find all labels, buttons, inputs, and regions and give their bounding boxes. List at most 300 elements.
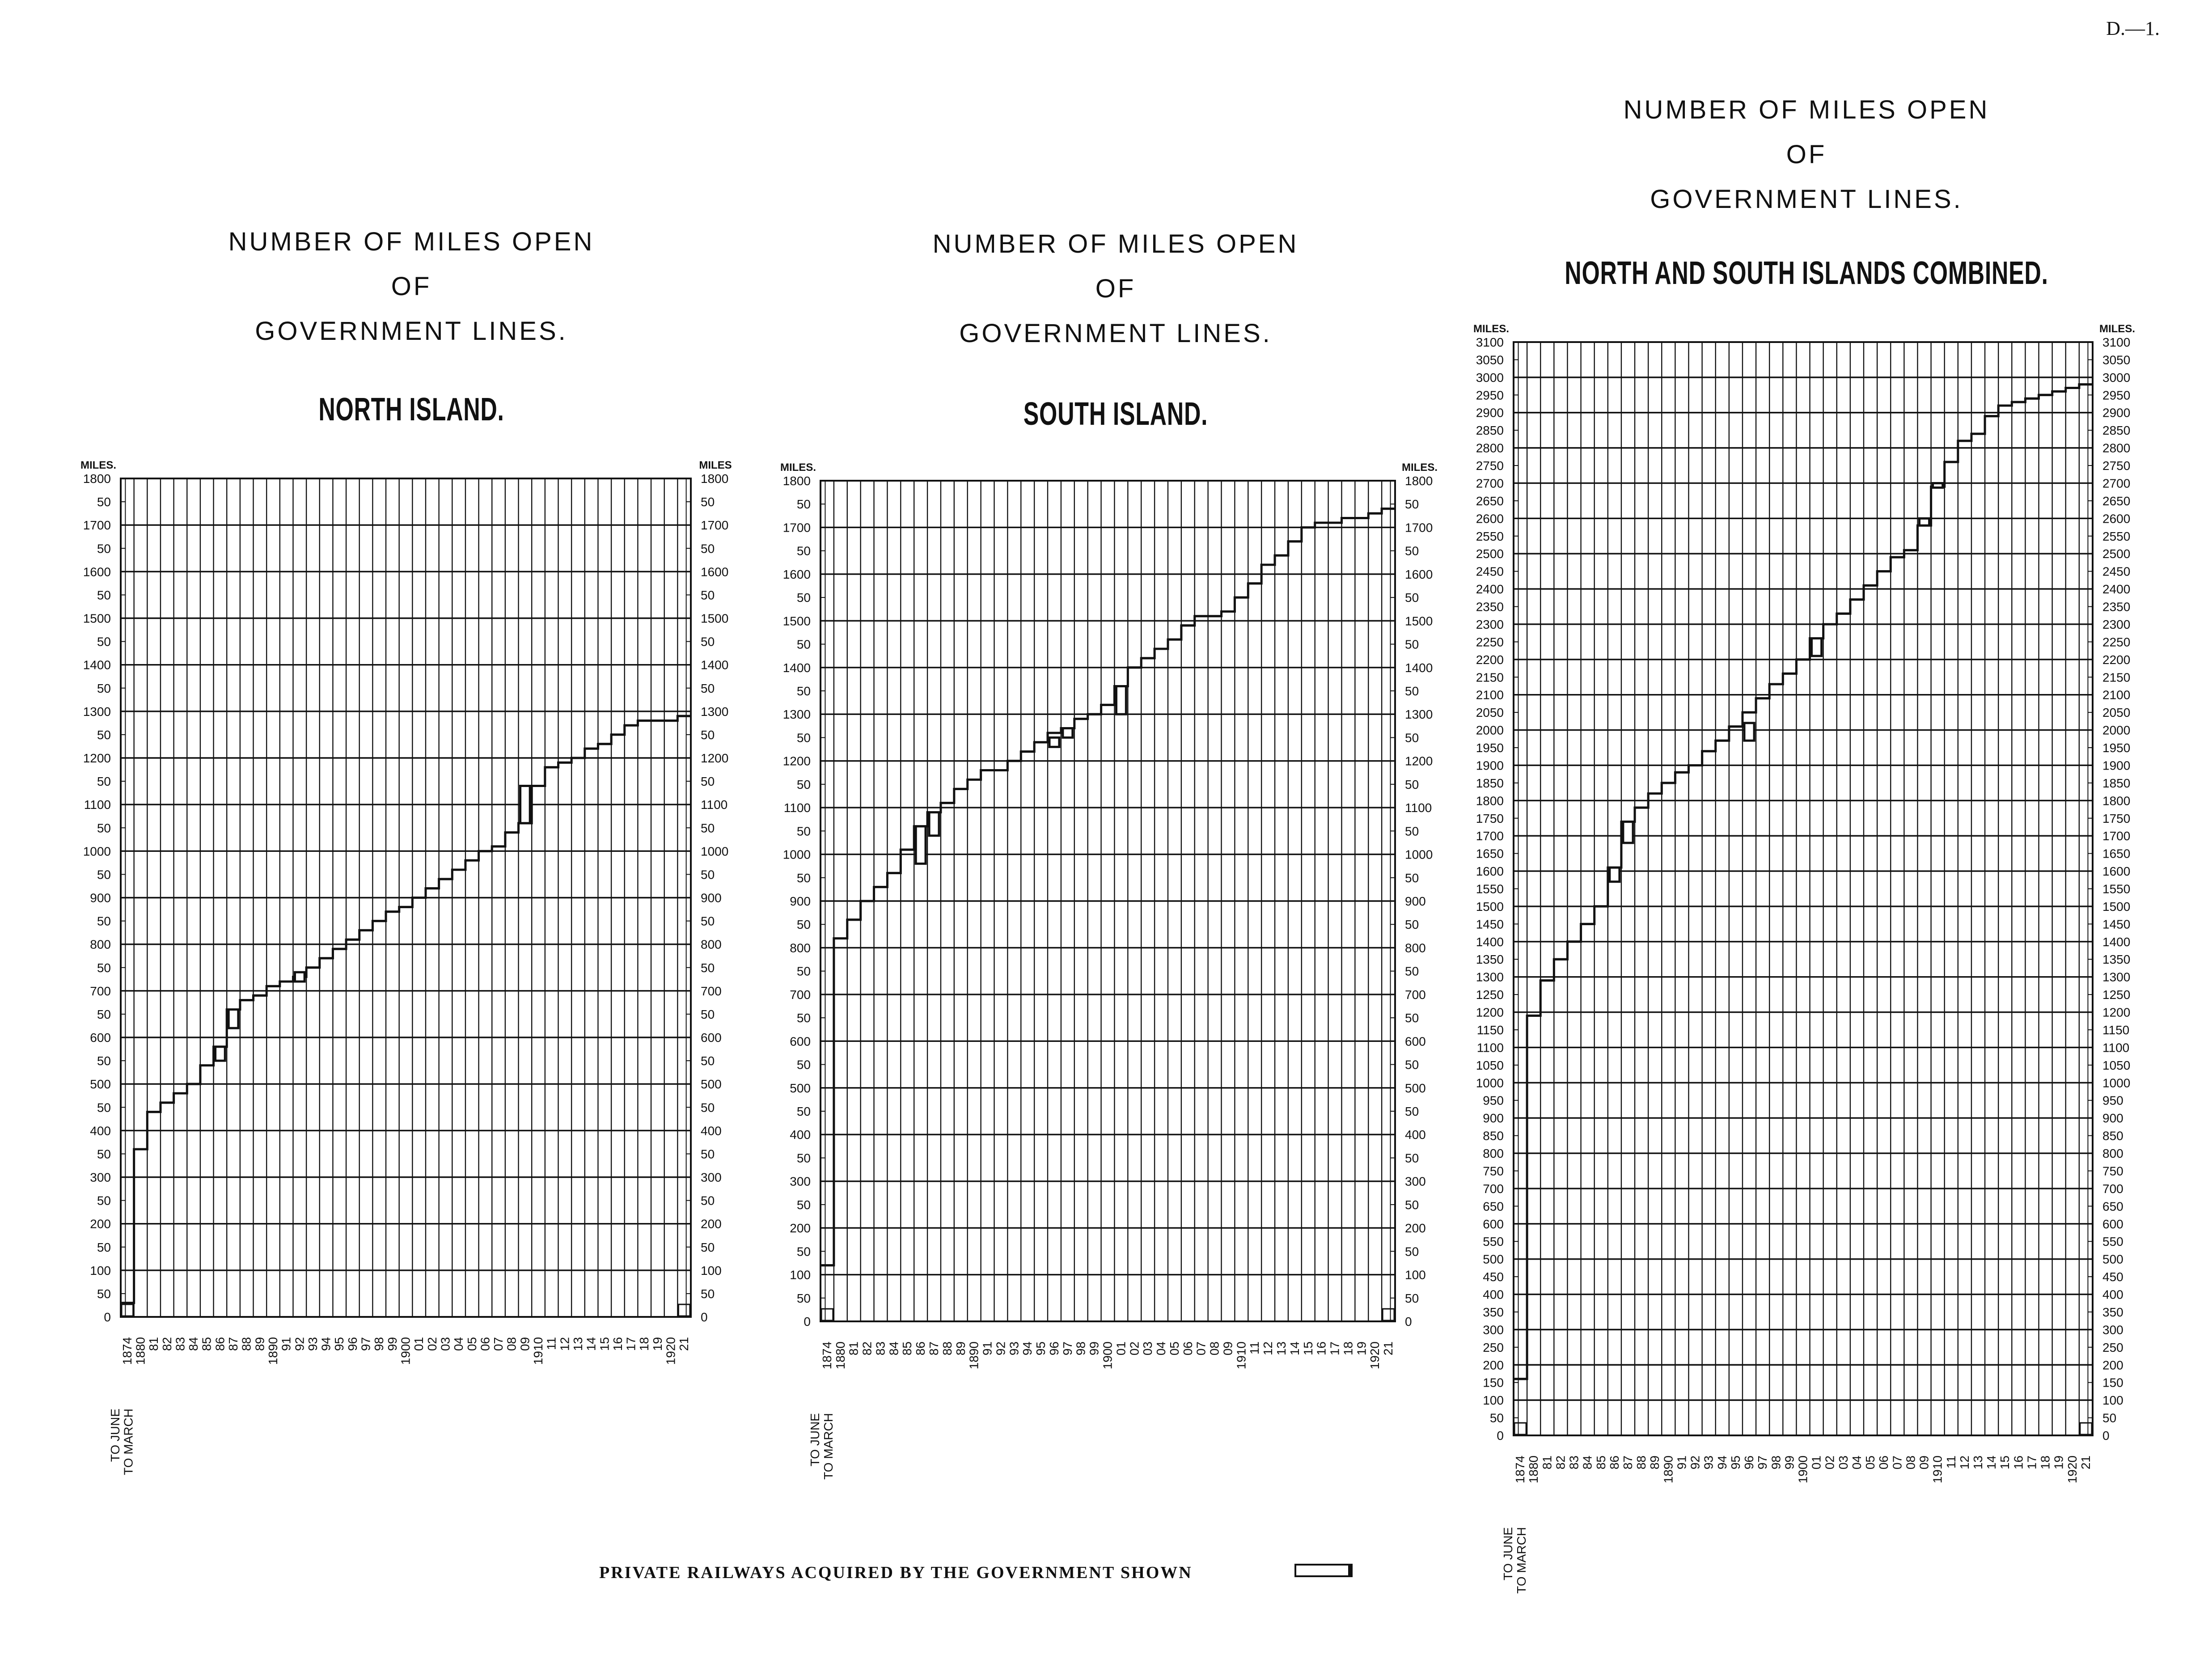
x-tick-label: 04 — [1849, 1456, 1864, 1470]
y-tick-label-left: 100 — [90, 1263, 111, 1278]
y-tick-label-left: 2800 — [1476, 441, 1504, 455]
y-tick-label-right: 500 — [701, 1077, 722, 1092]
y-tick-label-left: 1450 — [1476, 917, 1504, 931]
x-tick-label: 81 — [147, 1337, 161, 1351]
y-tick-label-right: 700 — [701, 984, 722, 998]
chart-subtitle: SOUTH ISLAND. — [1023, 396, 1208, 432]
y-tick-label-right: 50 — [1405, 684, 1419, 698]
x-tick-label: 91 — [279, 1337, 293, 1351]
y-tick-label-left: 250 — [1483, 1340, 1504, 1354]
chart-title-line: NUMBER OF MILES OPEN — [228, 227, 595, 256]
x-prefix-label: TO MARCH — [1514, 1527, 1529, 1594]
x-tick-label: 06 — [478, 1337, 492, 1351]
x-tick-label: 86 — [1607, 1456, 1621, 1470]
y-tick-label-left: 1600 — [782, 567, 811, 581]
y-tick-label-right: 1550 — [2102, 882, 2131, 896]
y-tick-label-right: 2050 — [2102, 706, 2131, 720]
y-tick-label-left: 50 — [796, 918, 811, 932]
x-tick-label: 02 — [425, 1337, 439, 1351]
x-tick-label: 81 — [1540, 1456, 1554, 1470]
y-tick-label-left: 1250 — [1476, 988, 1504, 1002]
y-tick-label-left: 50 — [796, 1198, 811, 1212]
y-tick-label-left: 550 — [1483, 1235, 1504, 1249]
y-tick-label-left: 2600 — [1476, 512, 1504, 526]
x-tick-label: 08 — [504, 1337, 519, 1351]
x-tick-label: 82 — [860, 1341, 874, 1356]
y-tick-label-left: 500 — [790, 1081, 811, 1095]
x-tick-label: 21 — [2078, 1456, 2093, 1470]
y-tick-label-right: 550 — [2102, 1235, 2123, 1249]
y-tick-label-left: 2950 — [1476, 388, 1504, 402]
y-tick-label-left: 3100 — [1476, 335, 1504, 349]
y-tick-label-right: 50 — [1405, 591, 1419, 605]
y-tick-label-left: 300 — [90, 1170, 111, 1185]
y-tick-label-right: 400 — [2102, 1287, 2123, 1302]
y-tick-label-left: 1800 — [782, 474, 811, 488]
x-tick-label: 05 — [465, 1337, 479, 1351]
y-tick-label-right: 700 — [1405, 987, 1426, 1002]
y-tick-label-right: 600 — [1405, 1034, 1426, 1049]
y-tick-label-right: 250 — [2102, 1340, 2123, 1354]
y-tick-label-left: 1600 — [83, 565, 111, 579]
x-prefix-label: TO MARCH — [121, 1409, 135, 1475]
x-tick-label: 12 — [1261, 1341, 1275, 1356]
y-tick-label-left: 1800 — [83, 472, 111, 486]
y-tick-label-left: 1300 — [83, 704, 111, 719]
y-tick-label-left: 200 — [790, 1221, 811, 1236]
x-tick-label: 84 — [887, 1341, 901, 1356]
y-tick-label-left: 2000 — [1476, 723, 1504, 737]
x-tick-label: 01 — [412, 1337, 426, 1351]
y-tick-label-left: 1500 — [1476, 899, 1504, 914]
x-tick-label: 1910 — [531, 1337, 546, 1365]
y-tick-label-right: 1100 — [701, 798, 728, 812]
acquired-railway-box — [929, 812, 939, 836]
y-tick-label-right: 200 — [1405, 1221, 1426, 1236]
x-tick-label: 91 — [980, 1341, 994, 1356]
base-block-left — [821, 1309, 833, 1320]
y-tick-label-right: 800 — [701, 937, 722, 952]
y-tick-label-right: 700 — [2102, 1181, 2123, 1196]
y-tick-label-right: 50 — [1405, 964, 1419, 978]
y-tick-label-left: 1200 — [1476, 1005, 1504, 1020]
y-tick-label-left: 1950 — [1476, 741, 1504, 755]
y-tick-label-left: 1700 — [782, 521, 811, 535]
x-tick-label: 99 — [385, 1337, 399, 1351]
y-tick-label-left: 2650 — [1476, 494, 1504, 508]
y-tick-label-left: 50 — [796, 871, 811, 885]
base-block-right — [2080, 1423, 2092, 1435]
y-tick-label-right: 350 — [2102, 1305, 2123, 1319]
x-prefix-label: TO JUNE — [108, 1409, 122, 1462]
y-tick-label-left: 50 — [97, 1286, 111, 1301]
acquired-railway-box — [1623, 822, 1633, 843]
y-tick-label-right: 1700 — [701, 518, 729, 533]
acquired-railway-box — [520, 786, 530, 823]
y-tick-label-right: 2100 — [2102, 688, 2131, 702]
x-tick-label: 21 — [677, 1337, 691, 1351]
y-tick-label-left: 900 — [790, 894, 811, 908]
plot-frame — [1514, 342, 2093, 1435]
y-tick-label-right: 50 — [1405, 731, 1419, 745]
y-tick-label-right: 400 — [701, 1124, 722, 1138]
y-tick-label-left: 750 — [1483, 1164, 1504, 1178]
x-tick-label: 99 — [1087, 1341, 1101, 1356]
y-tick-label-left: 2500 — [1476, 547, 1504, 561]
y-tick-label-left: 0 — [104, 1310, 111, 1324]
y-tick-label-right: 50 — [701, 1286, 715, 1301]
y-tick-label-left: 650 — [1483, 1199, 1504, 1214]
y-tick-label-right: 1800 — [2102, 794, 2131, 808]
y-tick-label-left: 350 — [1483, 1305, 1504, 1319]
y-tick-label-left: 50 — [97, 681, 111, 695]
x-tick-label: 1920 — [2065, 1456, 2079, 1484]
y-tick-label-right: 50 — [701, 681, 715, 695]
x-tick-label: 98 — [1769, 1456, 1783, 1470]
x-tick-label: 15 — [1301, 1341, 1315, 1356]
page-id: D.—1. — [2106, 17, 2160, 39]
y-tick-label-left: 50 — [796, 964, 811, 978]
x-tick-label: 13 — [571, 1337, 585, 1351]
y-tick-label-right: 3000 — [2102, 370, 2131, 385]
y-tick-label-left: 400 — [1483, 1287, 1504, 1302]
acquired-railway-box — [1812, 639, 1822, 656]
y-tick-label-right: 1450 — [2102, 917, 2131, 931]
y-tick-label-right: 1900 — [2102, 758, 2131, 773]
y-tick-label-left: 400 — [790, 1128, 811, 1142]
x-tick-label: 11 — [544, 1337, 558, 1350]
y-tick-label-right: 1700 — [2102, 829, 2131, 843]
y-tick-label-left: 0 — [804, 1315, 811, 1329]
y-tick-label-right: 50 — [1405, 1104, 1419, 1118]
x-tick-label: 91 — [1675, 1456, 1689, 1470]
x-tick-label: 03 — [438, 1337, 453, 1351]
x-tick-label: 1874 — [1513, 1456, 1527, 1484]
y-tick-label-left: 1550 — [1476, 882, 1504, 896]
x-tick-label: 07 — [1194, 1341, 1208, 1356]
y-tick-label-right: 1300 — [1405, 707, 1433, 722]
x-tick-label: 03 — [1141, 1341, 1155, 1356]
y-tick-label-right: 650 — [2102, 1199, 2123, 1214]
y-tick-label-right: 1000 — [2102, 1076, 2131, 1090]
y-tick-label-left: 50 — [97, 821, 111, 835]
x-tick-label: 05 — [1167, 1341, 1181, 1356]
y-tick-label-right: 200 — [701, 1217, 722, 1231]
y-tick-label-left: 50 — [796, 637, 811, 652]
x-tick-label: 87 — [1620, 1456, 1635, 1470]
x-tick-label: 93 — [1007, 1341, 1021, 1356]
y-tick-label-left: 50 — [796, 1011, 811, 1025]
y-tick-label-right: 1200 — [701, 751, 729, 765]
chart-title-line: NUMBER OF MILES OPEN — [1623, 95, 1990, 124]
y-tick-label-left: 300 — [1483, 1323, 1504, 1337]
y-tick-label-right: 50 — [2102, 1411, 2117, 1425]
y-tick-label-left: 2900 — [1476, 406, 1504, 420]
y-tick-label-right: 3100 — [2102, 335, 2131, 349]
y-tick-label-left: 800 — [1483, 1147, 1504, 1161]
chart-title-line: GOVERNMENT LINES. — [255, 317, 568, 346]
x-tick-label: 97 — [359, 1337, 373, 1351]
x-tick-label: 89 — [253, 1337, 267, 1351]
x-tick-label: 94 — [319, 1337, 333, 1351]
legend-acquired-swatch — [1294, 1564, 1353, 1577]
y-tick-label-right: 1650 — [2102, 846, 2131, 861]
y-tick-label-right: 50 — [1405, 1198, 1419, 1212]
y-tick-label-right: 1700 — [1405, 521, 1433, 535]
x-tick-label: 06 — [1180, 1341, 1195, 1356]
chart-title-line: NUMBER OF MILES OPEN — [932, 229, 1299, 258]
y-tick-label-right: 50 — [1405, 824, 1419, 838]
x-tick-label: 88 — [1634, 1456, 1649, 1470]
y-tick-label-right: 100 — [1405, 1268, 1426, 1282]
y-tick-label-right: 50 — [701, 542, 715, 556]
y-tick-label-right: 2500 — [2102, 547, 2131, 561]
x-tick-label: 01 — [1114, 1341, 1128, 1356]
y-tick-label-left: 600 — [1483, 1217, 1504, 1231]
y-tick-label-left: 1300 — [782, 707, 811, 722]
x-tick-label: 82 — [160, 1337, 174, 1351]
acquired-railway-box — [216, 1047, 225, 1061]
y-tick-label-right: 1400 — [1405, 660, 1433, 675]
chart-title-line: OF — [391, 272, 432, 301]
y-tick-label-left: 50 — [97, 1193, 111, 1208]
chart-title-line: OF — [1095, 274, 1136, 303]
y-tick-label-right: 2300 — [2102, 617, 2131, 631]
base-block-left — [122, 1304, 133, 1316]
x-tick-label: 17 — [1328, 1341, 1342, 1356]
y-tick-label-left: 1650 — [1476, 846, 1504, 861]
x-tick-label: 83 — [873, 1341, 888, 1356]
y-tick-label-right: 2950 — [2102, 388, 2131, 402]
y-tick-label-left: 450 — [1483, 1270, 1504, 1284]
y-tick-label-right: 600 — [2102, 1217, 2123, 1231]
x-prefix-label: TO JUNE — [808, 1413, 822, 1467]
x-tick-label: 1880 — [133, 1337, 148, 1365]
y-tick-label-left: 3050 — [1476, 353, 1504, 367]
y-tick-label-right: 3050 — [2102, 353, 2131, 367]
x-tick-label: 14 — [584, 1337, 598, 1351]
base-block-right — [678, 1304, 690, 1316]
y-tick-label-right: 200 — [2102, 1358, 2123, 1372]
y-tick-label-left: 300 — [790, 1174, 811, 1189]
y-tick-label-left: 800 — [790, 941, 811, 955]
y-tick-label-right: 50 — [701, 774, 715, 789]
y-axis-label-right: MILES — [699, 459, 732, 471]
y-tick-label-left: 1350 — [1476, 952, 1504, 967]
x-tick-label: 16 — [1314, 1341, 1328, 1356]
acquired-railway-box — [1919, 518, 1929, 525]
y-tick-label-left: 1400 — [83, 658, 111, 672]
x-tick-label: 86 — [914, 1341, 928, 1356]
y-tick-label-left: 50 — [97, 961, 111, 975]
x-tick-label: 13 — [1274, 1341, 1288, 1356]
y-tick-label-left: 400 — [90, 1124, 111, 1138]
y-tick-label-left: 1200 — [83, 751, 111, 765]
x-tick-label: 85 — [199, 1337, 214, 1351]
x-tick-label: 92 — [994, 1341, 1008, 1356]
y-tick-label-right: 300 — [1405, 1174, 1426, 1189]
y-tick-label-right: 1600 — [2102, 864, 2131, 879]
y-tick-label-left: 600 — [790, 1034, 811, 1049]
y-tick-label-right: 50 — [701, 728, 715, 742]
x-tick-label: 21 — [1381, 1341, 1396, 1356]
x-tick-label: 1874 — [120, 1337, 134, 1365]
y-tick-label-left: 50 — [796, 1058, 811, 1072]
x-tick-label: 95 — [1728, 1456, 1743, 1470]
y-tick-label-right: 50 — [1405, 497, 1419, 512]
y-tick-label-left: 100 — [1483, 1393, 1504, 1408]
y-tick-label-left: 2100 — [1476, 688, 1504, 702]
chart-subtitle: NORTH AND SOUTH ISLANDS COMBINED. — [1565, 255, 2048, 292]
acquired-railway-box — [1063, 728, 1073, 738]
y-tick-label-right: 0 — [1405, 1315, 1412, 1329]
y-tick-label-left: 1800 — [1476, 794, 1504, 808]
x-tick-label: 88 — [940, 1341, 954, 1356]
y-tick-label-left: 950 — [1483, 1093, 1504, 1108]
y-tick-label-left: 2350 — [1476, 600, 1504, 614]
x-tick-label: 89 — [953, 1341, 968, 1356]
x-tick-label: 94 — [1020, 1341, 1035, 1356]
y-tick-label-right: 2700 — [2102, 476, 2131, 491]
y-tick-label-right: 1850 — [2102, 776, 2131, 790]
x-tick-label: 19 — [2051, 1456, 2066, 1470]
y-tick-label-left: 900 — [90, 891, 111, 905]
x-tick-label: 15 — [1998, 1456, 2012, 1470]
y-tick-label-left: 1400 — [782, 660, 811, 675]
y-tick-label-left: 2550 — [1476, 529, 1504, 543]
y-tick-label-right: 50 — [701, 1007, 715, 1021]
x-tick-label: 1874 — [820, 1341, 834, 1370]
y-axis-label-left: MILES. — [80, 459, 117, 471]
y-tick-label-left: 2300 — [1476, 617, 1504, 631]
x-tick-label: 87 — [226, 1337, 241, 1351]
x-tick-label: 1920 — [664, 1337, 678, 1365]
x-tick-label: 1920 — [1368, 1341, 1382, 1370]
y-tick-label-right: 50 — [701, 588, 715, 602]
acquired-railway-box — [1933, 483, 1943, 487]
y-tick-label-right: 1000 — [1405, 847, 1433, 862]
x-tick-label: 1900 — [1796, 1456, 1810, 1484]
y-tick-label-right: 900 — [2102, 1111, 2123, 1126]
x-tick-label: 96 — [345, 1337, 360, 1351]
y-tick-label-left: 1850 — [1476, 776, 1504, 790]
x-tick-label: 07 — [1890, 1456, 1904, 1470]
x-tick-label: 09 — [518, 1337, 532, 1351]
x-tick-label: 85 — [900, 1341, 914, 1356]
x-tick-label: 04 — [1154, 1341, 1168, 1356]
x-tick-label: 12 — [1957, 1456, 1971, 1470]
y-tick-label-left: 50 — [97, 774, 111, 789]
x-tick-label: 08 — [1903, 1456, 1918, 1470]
x-tick-label: 11 — [1944, 1456, 1958, 1469]
y-tick-label-right: 300 — [701, 1170, 722, 1185]
x-tick-label: 17 — [624, 1337, 638, 1351]
y-tick-label-left: 1100 — [1476, 1041, 1504, 1055]
y-tick-label-right: 50 — [1405, 1151, 1419, 1165]
x-tick-label: 19 — [1354, 1341, 1369, 1356]
y-tick-label-right: 1800 — [1405, 474, 1433, 488]
y-tick-label-right: 2550 — [2102, 529, 2131, 543]
y-tick-label-left: 50 — [97, 588, 111, 602]
y-tick-label-left: 2450 — [1476, 564, 1504, 579]
x-tick-label: 82 — [1553, 1456, 1568, 1470]
chart-combined — [1473, 95, 2135, 1594]
y-tick-label-left: 1900 — [1476, 758, 1504, 773]
miles-open-step-line — [1514, 385, 2093, 1379]
y-tick-label-left: 850 — [1483, 1129, 1504, 1143]
y-tick-label-left: 0 — [1497, 1429, 1504, 1443]
y-tick-label-right: 1000 — [701, 844, 729, 859]
y-tick-label-left: 50 — [97, 635, 111, 649]
y-tick-label-right: 50 — [1405, 1011, 1419, 1025]
x-tick-label: 15 — [597, 1337, 612, 1351]
x-tick-label: 1890 — [967, 1341, 981, 1370]
y-tick-label-left: 2250 — [1476, 635, 1504, 649]
x-tick-label: 18 — [637, 1337, 651, 1351]
x-tick-label: 09 — [1221, 1341, 1235, 1356]
y-tick-label-left: 2850 — [1476, 423, 1504, 438]
y-tick-label-right: 500 — [1405, 1081, 1426, 1095]
y-tick-label-left: 50 — [97, 1240, 111, 1254]
chart-north-island — [80, 227, 732, 1475]
x-tick-label: 13 — [1971, 1456, 1985, 1470]
y-tick-label-right: 0 — [2102, 1429, 2110, 1443]
y-tick-label-right: 2150 — [2102, 670, 2131, 685]
y-tick-label-right: 900 — [1405, 894, 1426, 908]
x-tick-label: 97 — [1755, 1456, 1770, 1470]
x-tick-label: 14 — [1287, 1341, 1302, 1356]
y-tick-label-right: 1200 — [1405, 754, 1433, 768]
y-tick-label-left: 50 — [796, 731, 811, 745]
x-tick-label: 03 — [1836, 1456, 1850, 1470]
acquired-railway-box — [1049, 737, 1059, 747]
y-tick-label-right: 2600 — [2102, 512, 2131, 526]
y-tick-label-left: 50 — [97, 914, 111, 928]
x-tick-label: 96 — [1742, 1456, 1756, 1470]
y-tick-label-left: 700 — [90, 984, 111, 998]
y-tick-label-right: 450 — [2102, 1270, 2123, 1284]
y-tick-label-left: 500 — [90, 1077, 111, 1092]
y-tick-label-left: 50 — [796, 497, 811, 512]
y-tick-label-right: 2900 — [2102, 406, 2131, 420]
y-tick-label-right: 750 — [2102, 1164, 2123, 1178]
footer-note: PRIVATE RAILWAYS ACQUIRED BY THE GOVERNMENT SHOWN — [599, 1563, 1193, 1582]
x-tick-label: 92 — [1688, 1456, 1702, 1470]
y-tick-label-right: 50 — [701, 635, 715, 649]
base-block-right — [1383, 1309, 1394, 1320]
y-tick-label-left: 50 — [97, 868, 111, 882]
x-tick-label: 1890 — [1661, 1456, 1675, 1484]
x-tick-label: 18 — [1341, 1341, 1355, 1356]
y-tick-label-right: 50 — [1405, 1058, 1419, 1072]
y-tick-label-right: 800 — [1405, 941, 1426, 955]
chart-title-line: GOVERNMENT LINES. — [1650, 185, 1963, 214]
y-tick-label-right: 50 — [1405, 1291, 1419, 1305]
x-tick-label: 89 — [1648, 1456, 1662, 1470]
y-tick-label-right: 1600 — [1405, 567, 1433, 581]
y-tick-label-right: 1400 — [2102, 935, 2131, 949]
y-tick-label-right: 50 — [701, 1193, 715, 1208]
y-tick-label-right: 1150 — [2102, 1023, 2130, 1037]
y-tick-label-right: 2800 — [2102, 441, 2131, 455]
y-tick-label-left: 2200 — [1476, 652, 1504, 667]
acquired-railway-box — [1116, 686, 1126, 715]
y-tick-label-right: 1500 — [701, 611, 729, 626]
y-tick-label-right: 50 — [1405, 918, 1419, 932]
y-tick-label-left: 1000 — [83, 844, 111, 859]
y-tick-label-left: 1000 — [782, 847, 811, 862]
y-tick-label-left: 1600 — [1476, 864, 1504, 879]
